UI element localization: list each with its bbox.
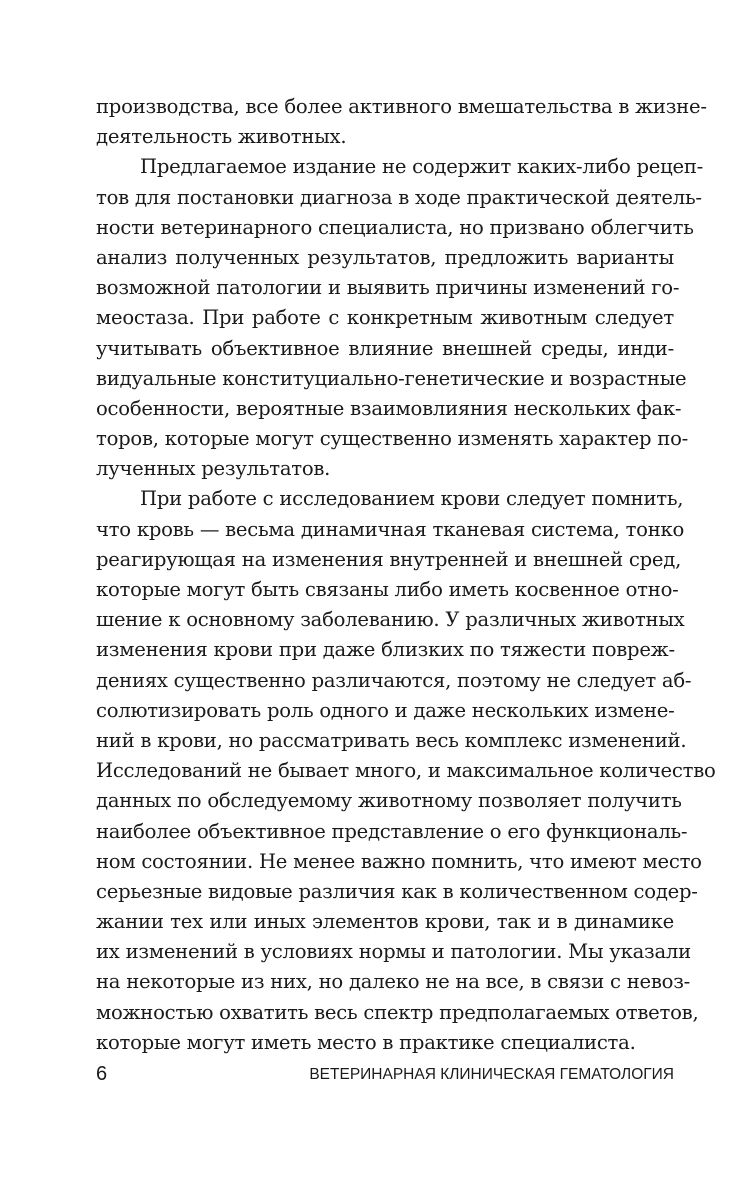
text-line: анализ полученных результатов, предложить варианты xyxy=(96,245,674,269)
text-line: тов для постановки диагноза в ходе практической деятель- xyxy=(96,185,702,209)
text-line: лученных результатов. xyxy=(96,457,331,481)
page-number: 6 xyxy=(96,1063,108,1085)
body-text xyxy=(96,92,716,1058)
paragraph xyxy=(96,152,704,484)
text-line: особенности, вероятные взаимовлияния нескольких фак- xyxy=(96,396,682,420)
text-line: что кровь — весьма динамичная тканевая система, тонко xyxy=(96,517,685,541)
text-line: ний в крови, но рассматривать весь комплекс изменений. xyxy=(96,728,687,752)
text-line: серьезные видовые различия как в количественном содер- xyxy=(96,879,698,903)
text-line: на некоторые из них, но далеко не на все, в связи с невоз- xyxy=(96,970,691,994)
text-line: производства, все более активного вмешательства в жизне- xyxy=(96,95,707,118)
text-line: которые могут быть связаны либо иметь косвенное отно- xyxy=(96,578,679,601)
paragraph xyxy=(96,484,716,1058)
text-line: ности ветеринарного специалиста, но призвано облегчить xyxy=(96,215,694,239)
text-line: можностью охватить весь спектр предполагаемых ответов, xyxy=(96,1000,699,1024)
text-line: деятельность животных. xyxy=(96,125,347,149)
text-line: ном состоянии. Не менее важно помнить, что имеют место xyxy=(96,849,702,873)
text-line: шение к основному заболеванию. У различных животных xyxy=(96,608,685,632)
text-line: Предлагаемое издание не содержит каких-либо рецеп- xyxy=(140,155,704,179)
text-line: их изменений в условиях нормы и патологии. Мы указали xyxy=(96,940,691,964)
text-line: данных по обследуемому животному позволяет получить xyxy=(96,789,682,813)
text-line: При работе с исследованием крови следует помнить, xyxy=(140,487,684,511)
text-line: изменения крови при даже близких по тяжести повреж- xyxy=(96,638,675,662)
text-line: жании тех или иных элементов крови, так и в динамике xyxy=(96,910,674,934)
text-line: учитывать объективное влияние внешней среды, инди- xyxy=(96,336,674,360)
text-line: торов, которые могут существенно изменять характер по- xyxy=(96,427,689,451)
paragraph xyxy=(96,92,707,152)
text-line: видуальные конституциально-генетические и возрастные xyxy=(96,366,687,390)
text-line: возможной патологии и выявить причины изменений го- xyxy=(96,276,680,300)
text-line: которые могут иметь место в практике специалиста. xyxy=(96,1030,636,1054)
text-line: солютизировать роль одного и даже нескольких измене- xyxy=(96,698,675,722)
text-line: Исследований не бывает много, и максимальное количество xyxy=(96,759,716,783)
text-line: меостаза. При работе с конкретным животным следует xyxy=(96,306,674,330)
page-footer xyxy=(96,1060,674,1088)
text-line: наиболее объективное представление о его функциональ- xyxy=(96,819,688,843)
text-line: дениях существенно различаются, поэтому не следует аб- xyxy=(96,668,692,692)
text-line: реагирующая на изменения внутренней и внешней сред, xyxy=(96,547,682,571)
running-head: ВЕТЕРИНАРНАЯ КЛИНИЧЕСКАЯ ГЕМАТОЛОГИЯ xyxy=(309,1066,674,1083)
